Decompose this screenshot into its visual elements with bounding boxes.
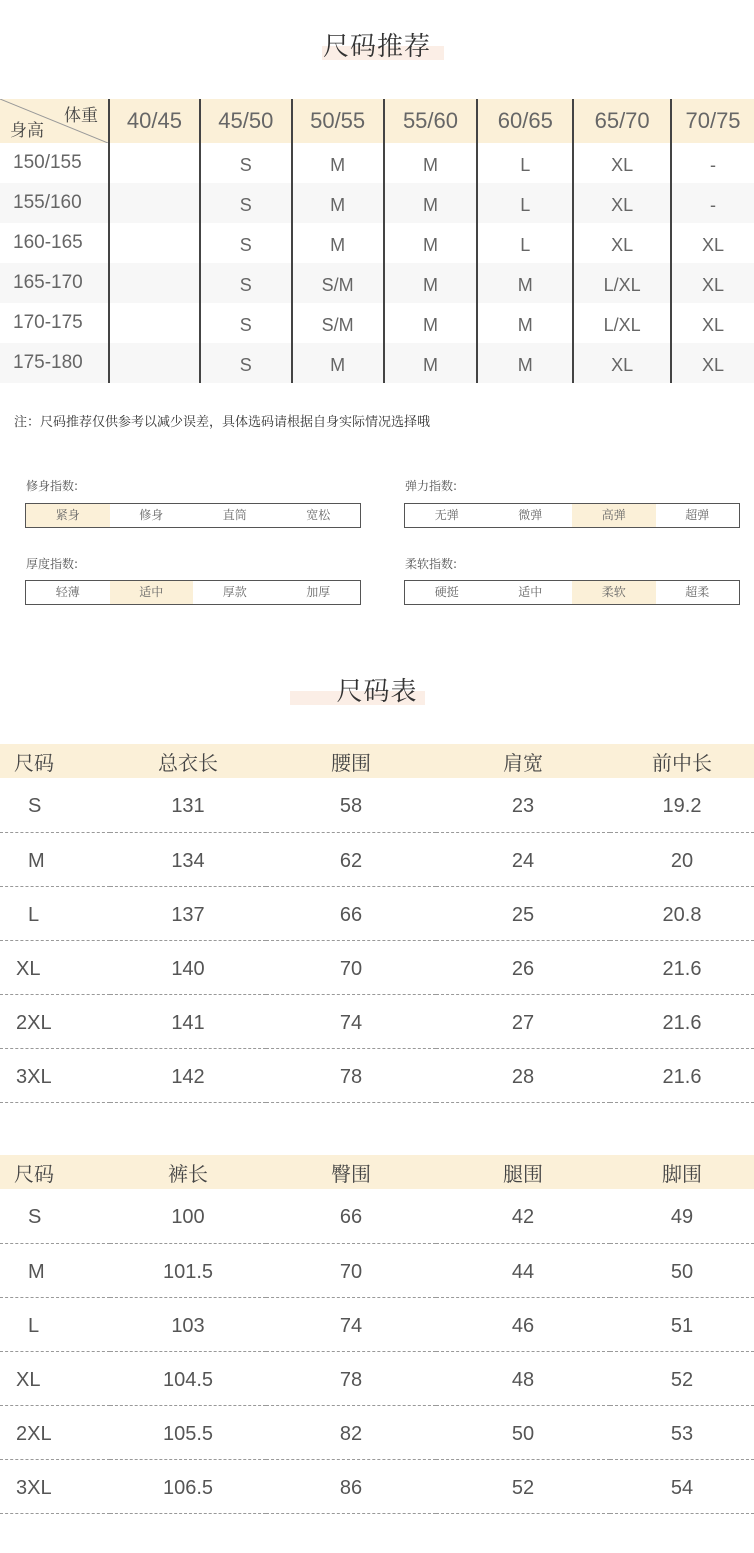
measurement-cell: 140 [110, 940, 266, 994]
table-row [0, 778, 754, 832]
top-size-table [0, 744, 754, 1103]
recommended-size-cell: XL [573, 183, 671, 223]
measurement-cell: 21.6 [610, 994, 754, 1048]
measurement-cell: 78 [266, 1048, 436, 1102]
recommended-size-cell: L/XL [573, 263, 671, 303]
recommended-size-cell: XL [671, 223, 754, 263]
size-label-cell: M [0, 832, 110, 886]
recommended-size-cell: M [384, 303, 478, 343]
table-row [0, 1459, 754, 1513]
recommended-size-cell: M [384, 263, 478, 303]
size-label-cell: XL [0, 940, 110, 994]
height-range-cell: 170-175 [13, 312, 83, 333]
softness-index-scale [404, 580, 740, 605]
weight-header: 70/75 [671, 99, 754, 143]
size-column-header: 尺码 [0, 1155, 110, 1189]
index-option: 适中 [518, 585, 543, 599]
recommend-row [0, 183, 754, 223]
measurement-cell: 137 [110, 886, 266, 940]
weight-header: 50/55 [292, 99, 384, 143]
measurement-cell: 46 [436, 1297, 610, 1351]
elastic-index-label: 弹力指数: [405, 479, 458, 493]
index-option: 无弹 [434, 508, 459, 522]
table-row [0, 886, 754, 940]
bottom-header-row [0, 1155, 754, 1189]
measurement-cell: 134 [110, 832, 266, 886]
measurement-cell: 105.5 [110, 1405, 266, 1459]
measurement-cell: 20.8 [610, 886, 754, 940]
index-option: 适中 [110, 581, 194, 604]
size-label-cell: M [0, 1243, 110, 1297]
measurement-cell: 21.6 [610, 1048, 754, 1102]
recommended-size-cell: L [477, 223, 573, 263]
measurement-cell: 70 [266, 940, 436, 994]
table-row [0, 1405, 754, 1459]
recommended-size-cell [109, 303, 200, 343]
measurement-cell: 20 [610, 832, 754, 886]
recommended-size-cell: XL [573, 143, 671, 183]
measurement-cell: 19.2 [610, 778, 754, 832]
measurement-cell: 21.6 [610, 940, 754, 994]
recommended-size-cell: S [200, 263, 292, 303]
size-label-cell: 2XL [0, 1405, 110, 1459]
measurement-cell: 53 [610, 1405, 754, 1459]
recommended-size-cell: M [292, 223, 384, 263]
measurement-cell: 70 [266, 1243, 436, 1297]
recommend-title: 尺码推荐 [322, 32, 431, 62]
hip-column-header: 臀围 [266, 1155, 436, 1189]
table-row [0, 1048, 754, 1102]
table-row [0, 940, 754, 994]
recommended-size-cell: XL [671, 343, 754, 383]
measurement-cell: 28 [436, 1048, 610, 1102]
thickness-index-label: 厚度指数: [26, 557, 79, 571]
table-row [0, 1351, 754, 1405]
measurement-cell: 48 [436, 1351, 610, 1405]
fit-index-label: 修身指数: [26, 479, 79, 493]
waist-column-header: 腰围 [266, 744, 436, 778]
corner-header [0, 99, 109, 143]
index-option: 宽松 [306, 508, 331, 522]
measurement-cell: 50 [436, 1405, 610, 1459]
weight-header: 55/60 [384, 99, 478, 143]
measurement-cell: 42 [436, 1189, 610, 1243]
size-label-cell: S [0, 1189, 110, 1243]
size-label-cell: S [0, 778, 110, 832]
recommend-row [0, 263, 754, 303]
measurement-cell: 26 [436, 940, 610, 994]
recommended-size-cell: M [384, 183, 478, 223]
size-chart-title: 尺码表 [336, 677, 418, 707]
recommended-size-cell: S/M [292, 263, 384, 303]
measurement-cell: 52 [436, 1459, 610, 1513]
size-label-cell: XL [0, 1351, 110, 1405]
recommended-size-cell: L [477, 143, 573, 183]
recommended-size-cell: S/M [292, 303, 384, 343]
recommend-row [0, 303, 754, 343]
thickness-index-scale [25, 580, 361, 605]
measurement-cell: 51 [610, 1297, 754, 1351]
recommended-size-cell: S [200, 343, 292, 383]
measurement-cell: 104.5 [110, 1351, 266, 1405]
size-column-header: 尺码 [0, 744, 110, 778]
recommended-size-cell: M [384, 343, 478, 383]
index-option: 紧身 [26, 504, 110, 527]
measurement-cell: 106.5 [110, 1459, 266, 1513]
recommended-size-cell: S [200, 183, 292, 223]
weight-header: 60/65 [477, 99, 573, 143]
index-option: 高弹 [572, 504, 656, 527]
measurement-cell: 52 [610, 1351, 754, 1405]
index-option: 微弹 [518, 508, 543, 522]
front-length-column-header: 前中长 [610, 744, 754, 778]
recommended-size-cell: M [477, 263, 573, 303]
measurement-cell: 54 [610, 1459, 754, 1513]
index-option: 轻薄 [55, 585, 80, 599]
index-option: 硬挺 [434, 585, 459, 599]
weight-header: 45/50 [200, 99, 292, 143]
measurement-cell: 27 [436, 994, 610, 1048]
recommended-size-cell: M [384, 223, 478, 263]
elastic-index-scale [404, 503, 740, 528]
pants-length-column-header: 裤长 [110, 1155, 266, 1189]
size-label-cell: L [0, 1297, 110, 1351]
height-range-cell: 155/160 [0, 183, 109, 223]
height-axis-label: 身高 [10, 121, 44, 140]
size-recommend-table [0, 99, 754, 383]
height-range-cell: 165-170 [0, 263, 109, 303]
recommended-size-cell: S [200, 303, 292, 343]
measurement-cell: 100 [110, 1189, 266, 1243]
height-range-cell: 160-165 [13, 232, 83, 253]
measurement-cell: 82 [266, 1405, 436, 1459]
table-row [0, 1297, 754, 1351]
recommended-size-cell: M [292, 183, 384, 223]
recommended-size-cell: XL [573, 343, 671, 383]
size-label-cell: 3XL [0, 1048, 110, 1102]
measurement-cell: 74 [266, 994, 436, 1048]
measurement-cell: 86 [266, 1459, 436, 1513]
recommend-row [0, 223, 754, 263]
recommended-size-cell [109, 143, 200, 183]
index-option: 超弹 [685, 508, 710, 522]
measurement-cell: 103 [110, 1297, 266, 1351]
index-option: 超柔 [685, 585, 710, 599]
recommended-size-cell: M [384, 143, 478, 183]
top-header-row [0, 744, 754, 778]
index-option: 修身 [139, 508, 164, 522]
fit-index-scale [25, 503, 361, 528]
recommended-size-cell: XL [671, 263, 754, 303]
recommended-size-cell: XL [573, 223, 671, 263]
bottom-size-table [0, 1155, 754, 1514]
measurement-cell: 24 [436, 832, 610, 886]
table-row [0, 994, 754, 1048]
softness-index-label: 柔软指数: [405, 557, 458, 571]
table-row [0, 832, 754, 886]
measurement-cell: 62 [266, 832, 436, 886]
size-label-cell: 2XL [0, 994, 110, 1048]
measurement-cell: 66 [266, 886, 436, 940]
recommend-row [0, 343, 754, 383]
measurement-cell: 101.5 [110, 1243, 266, 1297]
measurement-cell: 78 [266, 1351, 436, 1405]
measurement-cell: 49 [610, 1189, 754, 1243]
recommended-size-cell: M [292, 143, 384, 183]
index-option: 直筒 [222, 508, 247, 522]
measurement-cell: 44 [436, 1243, 610, 1297]
measurement-cell: 142 [110, 1048, 266, 1102]
recommended-size-cell: S [200, 143, 292, 183]
index-option: 柔软 [572, 581, 656, 604]
recommended-size-cell [109, 343, 200, 383]
hem-column-header: 脚围 [610, 1155, 754, 1189]
recommended-size-cell [109, 183, 200, 223]
recommended-size-cell: - [671, 143, 754, 183]
measurement-cell: 50 [610, 1243, 754, 1297]
recommended-size-cell: L/XL [573, 303, 671, 343]
index-option: 加厚 [306, 585, 331, 599]
measurement-cell: 131 [110, 778, 266, 832]
measurement-cell: 23 [436, 778, 610, 832]
shoulder-column-header: 肩宽 [436, 744, 610, 778]
index-option: 厚款 [222, 585, 247, 599]
recommended-size-cell: - [671, 183, 754, 223]
size-note: 注：尺码推荐仅供参考以减少误差，具体选码请根据自身实际情况选择哦 [14, 415, 431, 430]
measurement-cell: 25 [436, 886, 610, 940]
recommended-size-cell [109, 263, 200, 303]
measurement-cell: 58 [266, 778, 436, 832]
length-column-header: 总衣长 [110, 744, 266, 778]
height-range-cell: 175-180 [0, 343, 109, 383]
size-label-cell: L [0, 886, 110, 940]
measurement-cell: 141 [110, 994, 266, 1048]
recommended-size-cell: S [200, 223, 292, 263]
measurement-cell: 66 [266, 1189, 436, 1243]
weight-header: 65/70 [573, 99, 671, 143]
table-row [0, 1189, 754, 1243]
height-range-cell: 150/155 [13, 152, 82, 173]
recommended-size-cell: XL [671, 303, 754, 343]
weight-axis-label: 体重 [64, 106, 98, 125]
weight-header: 40/45 [109, 99, 200, 143]
recommended-size-cell: M [292, 343, 384, 383]
recommend-row [0, 143, 754, 183]
thigh-column-header: 腿围 [436, 1155, 610, 1189]
size-label-cell: 3XL [0, 1459, 110, 1513]
table-row [0, 1243, 754, 1297]
measurement-cell: 74 [266, 1297, 436, 1351]
recommended-size-cell: M [477, 343, 573, 383]
recommended-size-cell: L [477, 183, 573, 223]
recommended-size-cell: M [477, 303, 573, 343]
recommended-size-cell [109, 223, 200, 263]
weight-header-row [0, 99, 754, 143]
